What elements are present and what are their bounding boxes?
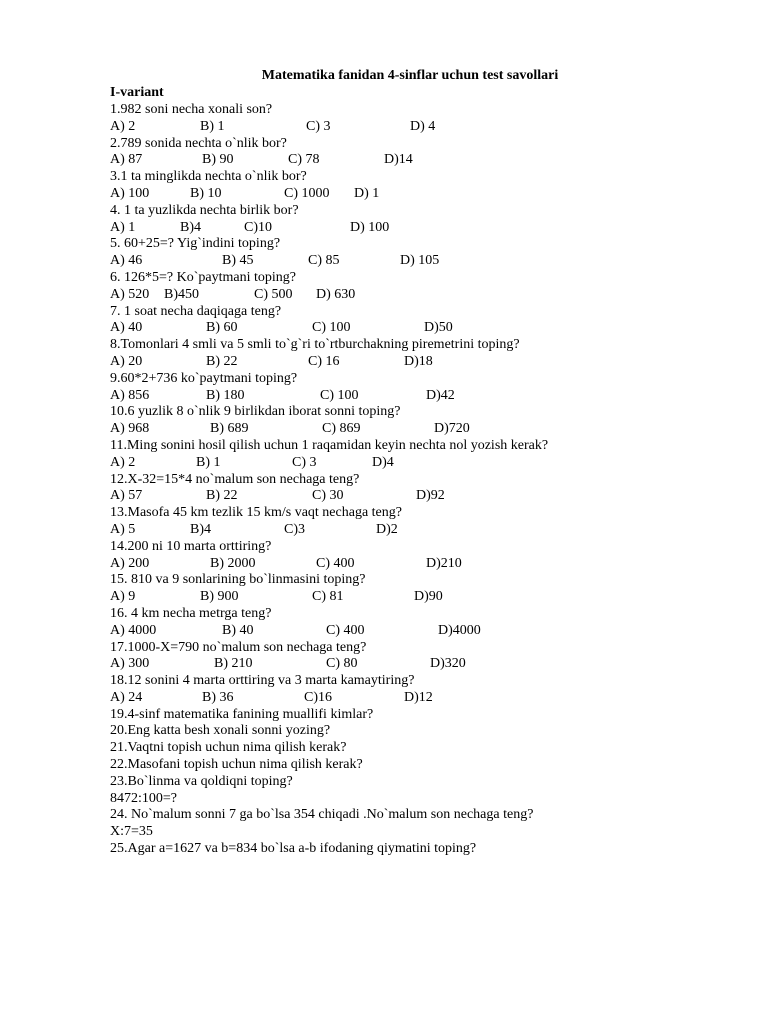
question-text: 14.200 ni 10 marta orttiring? [110, 538, 272, 554]
answer-options-row [110, 186, 750, 203]
question-text: 11.Ming sonini hosil qilish uchun 1 raqamidan keyin nechta nol yozish kerak? [110, 437, 549, 453]
question-text: 10.6 yuzlik 8 o`nlik 9 birlikdan iborat sonni toping? [110, 404, 401, 420]
question-text: 7. 1 soat necha daqiqaga teng? [110, 303, 282, 319]
answer-option: D)720 [434, 421, 470, 437]
answer-option: D)210 [426, 555, 462, 571]
answer-options-row [110, 556, 750, 573]
question-text: 24. No`malum sonni 7 ga bo`lsa 354 chiqadi .No`malum son nechaga teng? [110, 807, 534, 823]
answer-option: B) 90 [202, 152, 234, 168]
answer-option: A) 20 [110, 353, 143, 369]
answer-option: B) 40 [222, 622, 254, 638]
answer-option: A) 300 [110, 656, 150, 672]
question-text: 16. 4 km necha metrga teng? [110, 605, 272, 621]
answer-option: B) 22 [206, 488, 238, 504]
answer-option: A) 24 [110, 689, 143, 705]
question-text: 23.Bo`linma va qoldiqni toping? [110, 773, 293, 789]
answer-option: C) 400 [316, 555, 355, 571]
answer-options-row [110, 119, 750, 136]
answer-option: A) 46 [110, 253, 143, 269]
question-text: 5. 60+25=? Yig`indini toping? [110, 236, 281, 252]
answer-option: A) 5 [110, 521, 136, 537]
answer-option: A) 100 [110, 185, 150, 201]
answer-option: C) 30 [312, 488, 344, 504]
answer-option: C) 81 [312, 589, 344, 605]
answer-options-row [110, 388, 750, 405]
question-text: 13.Masofa 45 km tezlik 15 km/s vaqt nechaga teng? [110, 505, 402, 521]
answer-option: A) 968 [110, 421, 150, 437]
answer-options-row [110, 287, 750, 304]
answer-option: A) 200 [110, 555, 150, 571]
answer-option: D) 4 [410, 118, 436, 134]
answer-options-row [110, 220, 750, 237]
answer-option: D)4000 [438, 622, 481, 638]
answer-options-row [110, 320, 750, 337]
answer-option: A) 87 [110, 152, 143, 168]
answer-option: B) 210 [214, 656, 253, 672]
answer-option: D)18 [404, 353, 433, 369]
question-text: 2.789 sonida nechta o`nlik bor? [110, 135, 287, 151]
answer-option: A) 9 [110, 589, 136, 605]
answer-option: C) 869 [322, 421, 361, 437]
answer-option: A) 57 [110, 488, 143, 504]
question-text: 25.Agar a=1627 va b=834 bo`lsa a-b ifodaning qiymatini toping? [110, 841, 477, 857]
answer-option: D) 630 [316, 286, 356, 302]
answer-option: D)42 [426, 387, 455, 403]
answer-option: C)16 [304, 689, 332, 705]
answer-option: D)14 [384, 152, 413, 168]
answer-option: A) 40 [110, 320, 143, 336]
answer-options-row [110, 522, 750, 539]
answer-options-row [110, 421, 750, 438]
question-text: 6. 126*5=? Ko`paytmani toping? [110, 269, 296, 285]
question-text: 9.60*2+736 ko`paytmani toping? [110, 370, 298, 386]
answer-option: A) 2 [110, 118, 136, 134]
question-text: 8472:100=? [110, 790, 177, 806]
answer-option: B) 60 [206, 320, 238, 336]
answer-option: C) 3 [306, 118, 331, 134]
answer-option: B)4 [190, 521, 211, 537]
question-text: 18.12 sonini 4 marta orttiring va 3 marta kamaytiring? [110, 673, 415, 689]
answer-option: C) 80 [326, 656, 358, 672]
answer-option: C) 100 [320, 387, 359, 403]
question-text: 8.Tomonlari 4 smli va 5 smli to`g`ri to`rtburchakning piremetrini toping? [110, 337, 520, 353]
answer-option: B) 45 [222, 253, 254, 269]
answer-options-row [110, 354, 750, 371]
answer-option: C) 78 [288, 152, 320, 168]
answer-option: A) 520 [110, 286, 150, 302]
question-text: 21.Vaqtni topish uchun nima qilish kerak? [110, 740, 347, 756]
answer-option: B)4 [180, 219, 201, 235]
answer-option: B)450 [164, 286, 199, 302]
answer-option: B) 10 [190, 185, 222, 201]
answer-option: B) 36 [202, 689, 234, 705]
answer-option: D)320 [430, 656, 466, 672]
answer-option: B) 22 [206, 353, 238, 369]
answer-option: D)50 [424, 320, 453, 336]
answer-option: D) 1 [354, 185, 380, 201]
question-text: 17.1000-X=790 no`malum son nechaga teng? [110, 639, 367, 655]
answer-options-row [110, 253, 750, 270]
answer-options-row [110, 455, 750, 472]
question-text: 19.4-sinf matematika fanining muallifi kimlar? [110, 706, 374, 722]
test-content [110, 102, 750, 858]
answer-option: A) 1 [110, 219, 136, 235]
question-text: 4. 1 ta yuzlikda nechta birlik bor? [110, 202, 299, 218]
answer-option: C)10 [244, 219, 272, 235]
answer-option: B) 1 [196, 454, 221, 470]
answer-option: C) 85 [308, 253, 340, 269]
answer-option: C) 16 [308, 353, 340, 369]
answer-option: D)90 [414, 589, 443, 605]
answer-options-row [110, 690, 750, 707]
question-text: 15. 810 va 9 sonlarining bo`linmasini toping? [110, 572, 366, 588]
answer-option: C)3 [284, 521, 305, 537]
answer-option: D)12 [404, 689, 433, 705]
answer-options-row [110, 589, 750, 606]
answer-option: B) 1 [200, 118, 225, 134]
answer-option: D) 100 [350, 219, 390, 235]
answer-options-row [110, 656, 750, 673]
answer-options-row [110, 152, 750, 169]
answer-option: A) 4000 [110, 622, 157, 638]
question-text: X:7=35 [110, 824, 153, 840]
question-text: 22.Masofani topish uchun nima qilish kerak? [110, 757, 363, 773]
question-text: 12.X-32=15*4 no`malum son nechaga teng? [110, 471, 360, 487]
question-text: 3.1 ta minglikda nechta o`nlik bor? [110, 169, 307, 185]
answer-option: B) 2000 [210, 555, 256, 571]
answer-option: C) 400 [326, 622, 365, 638]
answer-option: A) 2 [110, 454, 136, 470]
question-text: 1.982 soni necha xonali son? [110, 102, 273, 117]
answer-option: D)2 [376, 521, 398, 537]
answer-option: A) 856 [110, 387, 150, 403]
answer-option: B) 900 [200, 589, 239, 605]
answer-option: D)4 [372, 454, 394, 470]
answer-options-row [110, 623, 750, 640]
answer-option: D) 105 [400, 253, 440, 269]
answer-option: B) 180 [206, 387, 245, 403]
answer-option: C) 500 [254, 286, 293, 302]
answer-options-row [110, 488, 750, 505]
question-text: 20.Eng katta besh xonali sonni yozing? [110, 723, 331, 739]
answer-option: C) 1000 [284, 185, 330, 201]
answer-option: D)92 [416, 488, 445, 504]
answer-option: B) 689 [210, 421, 249, 437]
page-title: Matematika fanidan 4-sinflar uchun test savollari [261, 68, 559, 83]
answer-option: C) 100 [312, 320, 351, 336]
answer-option: C) 3 [292, 454, 317, 470]
variant-heading: I-variant [110, 85, 164, 100]
